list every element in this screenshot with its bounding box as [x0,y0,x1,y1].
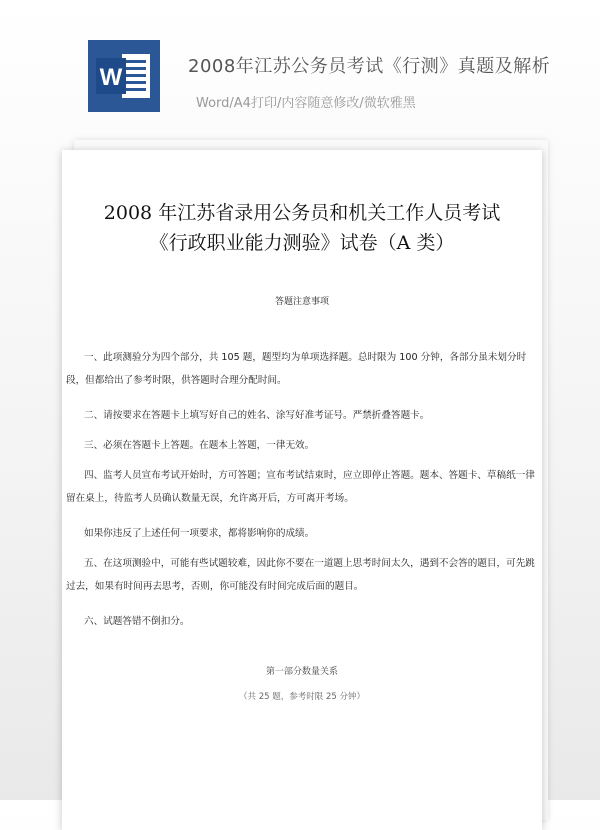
document-subtitle: Word/A4打印/内容随意修改/微软雅黑 [196,96,416,111]
header [0,0,600,135]
document-page [62,150,542,830]
notice-heading: 答题注意事项 [274,297,329,307]
notice-paragraph-7: 六、试题答错不倒扣分。 [84,616,190,627]
notice-paragraph-1: 一、此项测验分为四个部分，共 105 题，题型均为单项选择题。总时限为 100 分钟，各部分虽未划分时段，但都给出了参考时限，供答题时合理分配时间。 [66,352,527,386]
word-file-icon [88,40,160,112]
exam-title-line-2: 《行政职业能力测验》试卷（A 类） [149,232,455,254]
exam-title-line-1: 2008 年江苏省录用公务员和机关工作人员考试 [103,202,501,224]
notice-paragraph-6: 五、在这项测验中，可能有些试题较难，因此你不要在一道题上思考时间太久，遇到不会答的题目，可先跳过去，如果有时间再去思考，否则，你可能没有时间完成后面的题目。 [66,558,535,592]
part-one-title: 第一部分数量关系 [265,667,338,677]
document-title: 2008年江苏公务员考试《行测》真题及解析 [188,56,551,77]
word-icon-letter: W [99,64,123,91]
notice-paragraph-4: 四、监考人员宣布考试开始时，方可答题；宣布考试结束时，应立即停止答题。题本、答题卡、草稿纸一律留在桌上，待监考人员确认数量无误，允许离开后，方可离开考场。 [66,470,535,504]
part-one-note: （共 25 题，参考时限 25 分钟） [239,692,365,702]
notice-paragraph-3: 三、必须在答题卡上答题。在题本上答题，一律无效。 [84,440,315,451]
notice-paragraph-5: 如果你违反了上述任何一项要求，都将影响你的成绩。 [84,528,315,539]
notice-paragraph-2: 二、请按要求在答题卡上填写好自己的姓名、涂写好准考证号。严禁折叠答题卡。 [84,410,430,421]
